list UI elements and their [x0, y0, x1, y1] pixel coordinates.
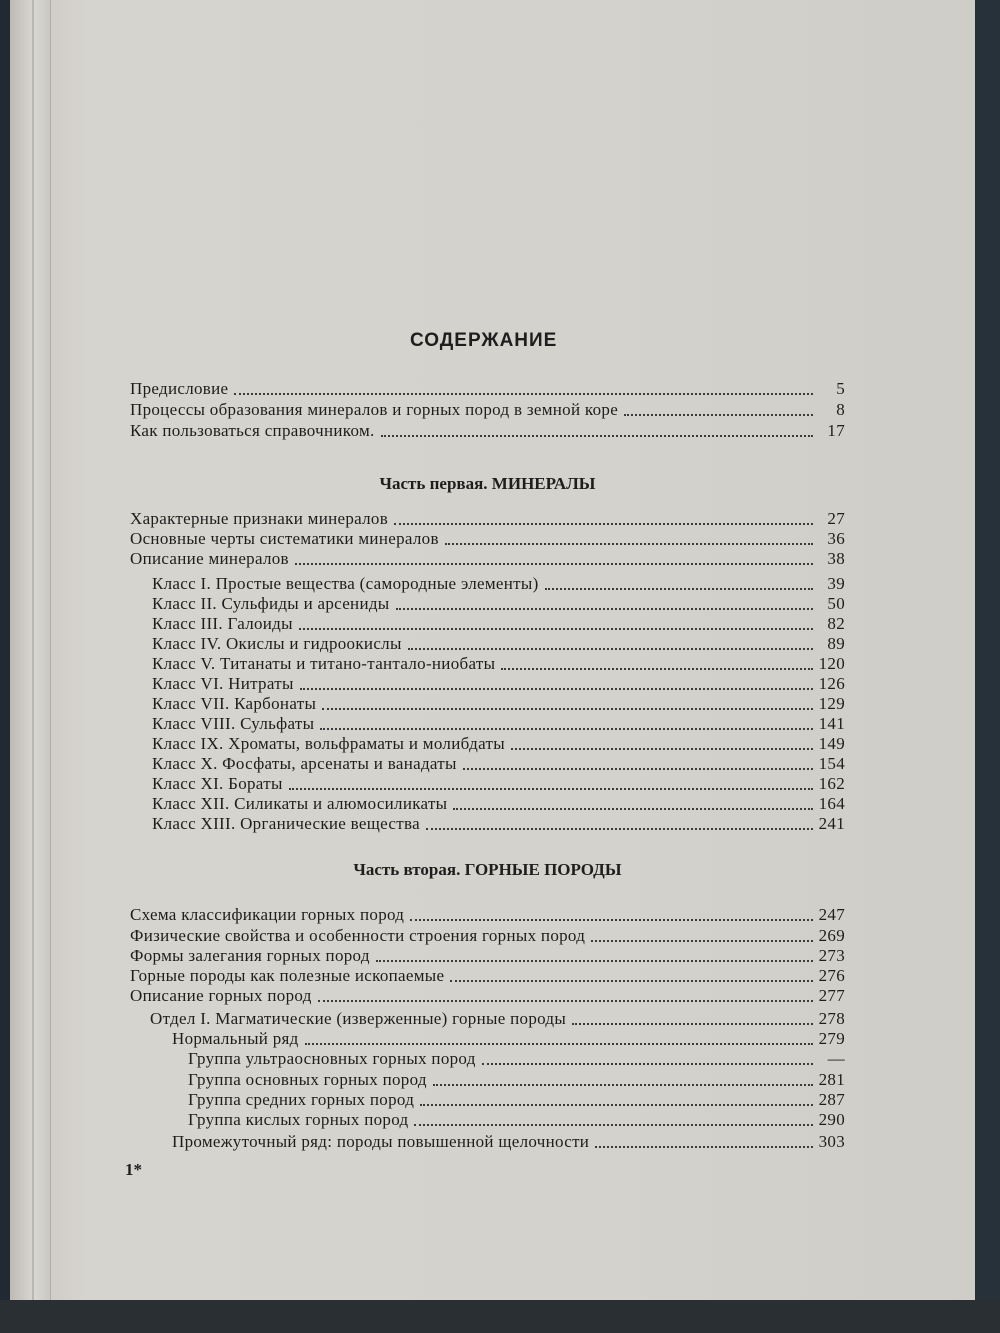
toc-entry-text: Горные породы как полезные ископаемые: [130, 966, 445, 985]
toc-entry: [188, 1068, 845, 1090]
toc-entry: [152, 572, 845, 594]
toc-entry-page: 39: [827, 574, 845, 593]
toc-entry-text: Класс XI. Бораты: [152, 774, 283, 793]
toc-entry: [130, 944, 845, 966]
toc-entry-page: 149: [818, 734, 845, 753]
leader-dots: [381, 434, 813, 437]
leader-dots: [396, 607, 813, 610]
leader-dots: [300, 687, 813, 690]
toc-entry-page: 247: [818, 905, 845, 924]
toc-entry-text: Промежуточный ряд: породы повышенной щелочности: [172, 1132, 590, 1151]
book-spine: [10, 0, 51, 1333]
toc-entry: [152, 632, 845, 654]
leader-dots: [408, 647, 813, 650]
toc-entry-page: 303: [818, 1132, 845, 1151]
toc-entry: [152, 792, 845, 814]
toc-entry: [130, 547, 845, 569]
leader-dots: [289, 787, 813, 790]
leader-dots: [624, 413, 813, 416]
leader-dots: [420, 1103, 812, 1106]
toc-entry-page: 290: [818, 1110, 845, 1129]
leader-dots: [376, 959, 813, 962]
toc-entry-page: 279: [818, 1029, 845, 1048]
toc-entry: [152, 812, 845, 834]
leader-dots: [305, 1042, 813, 1045]
toc-entry-page: 89: [827, 634, 845, 653]
leader-dots: [234, 392, 813, 395]
leader-dots: [410, 918, 812, 921]
toc-entry: [130, 419, 845, 441]
toc-entry-page: 50: [827, 594, 845, 613]
leader-dots: [394, 522, 813, 525]
leader-dots: [318, 999, 813, 1002]
toc-entry: [188, 1047, 845, 1069]
toc-entry-text: Физические свойства и особенности строения горных пород: [130, 926, 586, 945]
toc-entry: [152, 772, 845, 794]
toc-entry: [130, 507, 845, 529]
toc-entry-text: Характерные признаки минералов: [130, 509, 389, 528]
toc-entry-page: 8: [836, 400, 845, 419]
toc-entry-page: 141: [818, 714, 845, 733]
toc-entry-text: Нормальный ряд: [172, 1029, 299, 1048]
toc-entry-page: 281: [818, 1070, 845, 1089]
toc-entry-text: Процессы образования минералов и горных пород в земной коре: [130, 400, 619, 419]
leader-dots: [433, 1083, 813, 1086]
toc-entry-text: Отдел I. Магматические (изверженные) горные породы: [150, 1009, 567, 1028]
toc-entry: [152, 692, 845, 714]
part-two-heading: Часть вторая. ГОРНЫЕ ПОРОДЫ: [353, 860, 622, 879]
background-edge-bottom: [0, 1300, 1000, 1333]
toc-entry-page: 82: [827, 614, 845, 633]
signature-mark: 1*: [125, 1160, 142, 1179]
toc-entry: [150, 1007, 845, 1029]
leader-dots: [463, 767, 813, 770]
leader-dots: [414, 1123, 812, 1126]
leader-dots: [501, 667, 812, 670]
leader-dots: [482, 1062, 813, 1065]
toc-entry-text: Класс XIII. Органические вещества: [152, 814, 420, 833]
toc-entry: [130, 984, 845, 1006]
toc-entry: [130, 377, 845, 399]
toc-entry-text: Основные черты систематики минералов: [130, 529, 439, 548]
toc-entry-page: 27: [827, 509, 845, 528]
toc-entry: [152, 612, 845, 634]
leader-dots: [545, 587, 813, 590]
toc-entry-text: Класс IV. Окислы и гидроокислы: [152, 634, 402, 653]
toc-entry-text: Группа средних горных пород: [188, 1090, 415, 1109]
toc-entry-text: Класс VII. Карбонаты: [152, 694, 317, 713]
toc-entry-text: Описание горных пород: [130, 986, 312, 1005]
leader-dots: [450, 979, 812, 982]
toc-entry-text: Группа основных горных пород: [188, 1070, 427, 1089]
toc-entry-text: Класс III. Галоиды: [152, 614, 293, 633]
toc-entry-page: 164: [818, 794, 845, 813]
toc-entry-page: 120: [818, 654, 845, 673]
toc-entry-page: 276: [818, 966, 845, 985]
leader-dots: [572, 1022, 812, 1025]
toc-entry-text: Класс I. Простые вещества (самородные элементы): [152, 574, 539, 593]
toc-entry-text: Группа кислых горных пород: [188, 1110, 409, 1129]
leader-dots: [322, 707, 812, 710]
toc-entry-page: —: [827, 1049, 845, 1068]
toc-entry-page: 38: [827, 549, 845, 568]
leader-dots: [595, 1145, 812, 1148]
toc-entry-page: 129: [818, 694, 845, 713]
toc-entry: [130, 964, 845, 986]
leader-dots: [320, 727, 812, 730]
toc-entry: [188, 1108, 845, 1130]
toc-entry: [152, 672, 845, 694]
toc-entry-text: Группа ультраосновных горных пород: [188, 1049, 476, 1068]
toc-entry-text: Как пользоваться справочником.: [130, 421, 375, 440]
toc-entry: [130, 398, 845, 420]
leader-dots: [295, 562, 813, 565]
toc-entry-page: 17: [827, 421, 845, 440]
toc-entry-page: 5: [836, 379, 845, 398]
toc-entry-page: 278: [818, 1009, 845, 1028]
leader-dots: [511, 747, 813, 750]
toc-entry: [130, 924, 845, 946]
leader-dots: [445, 542, 813, 545]
toc-entry-text: Схема классификации горных пород: [130, 905, 405, 924]
toc-entry: [172, 1130, 845, 1152]
toc-entry: [152, 752, 845, 774]
toc-entry-page: 273: [818, 946, 845, 965]
background-edge-right: [975, 0, 1000, 1333]
toc-entry: [130, 903, 845, 925]
toc-entry-text: Формы залегания горных пород: [130, 946, 370, 965]
leader-dots: [299, 627, 813, 630]
toc-entry-page: 277: [818, 986, 845, 1005]
toc-entry-page: 162: [818, 774, 845, 793]
leader-dots: [591, 939, 812, 942]
toc-entry-page: 126: [818, 674, 845, 693]
toc-entry: [152, 592, 845, 614]
toc-entry-text: Класс VIII. Сульфаты: [152, 714, 315, 733]
toc-entry-text: Класс XII. Силикаты и алюмосиликаты: [152, 794, 448, 813]
toc-entry-text: Класс V. Титанаты и титано-тантало-ниобаты: [152, 654, 496, 673]
toc-entry-text: Описание минералов: [130, 549, 289, 568]
toc-entry: [188, 1088, 845, 1110]
toc-entry-page: 269: [818, 926, 845, 945]
toc-entry-page: 241: [818, 814, 845, 833]
toc-entry: [172, 1027, 845, 1049]
toc-entry: [130, 527, 845, 549]
toc-entry-page: 154: [818, 754, 845, 773]
toc-entry: [152, 732, 845, 754]
toc-entry-page: 36: [827, 529, 845, 548]
toc-entry: [152, 712, 845, 734]
leader-dots: [426, 827, 813, 830]
leader-dots: [453, 807, 812, 810]
toc-entry-text: Предисловие: [130, 379, 229, 398]
page-title: СОДЕРЖАНИЕ: [410, 330, 558, 351]
part-one-heading: Часть первая. МИНЕРАЛЫ: [379, 474, 596, 493]
toc-entry: [152, 652, 845, 674]
spine-crease: [32, 0, 34, 1333]
toc-entry-page: 287: [818, 1090, 845, 1109]
toc-entry-text: Класс IX. Хроматы, вольфраматы и молибдаты: [152, 734, 505, 753]
toc-entry-text: Класс VI. Нитраты: [152, 674, 294, 693]
toc-entry-text: Класс II. Сульфиды и арсениды: [152, 594, 390, 613]
toc-entry-text: Класс X. Фосфаты, арсенаты и ванадаты: [152, 754, 457, 773]
